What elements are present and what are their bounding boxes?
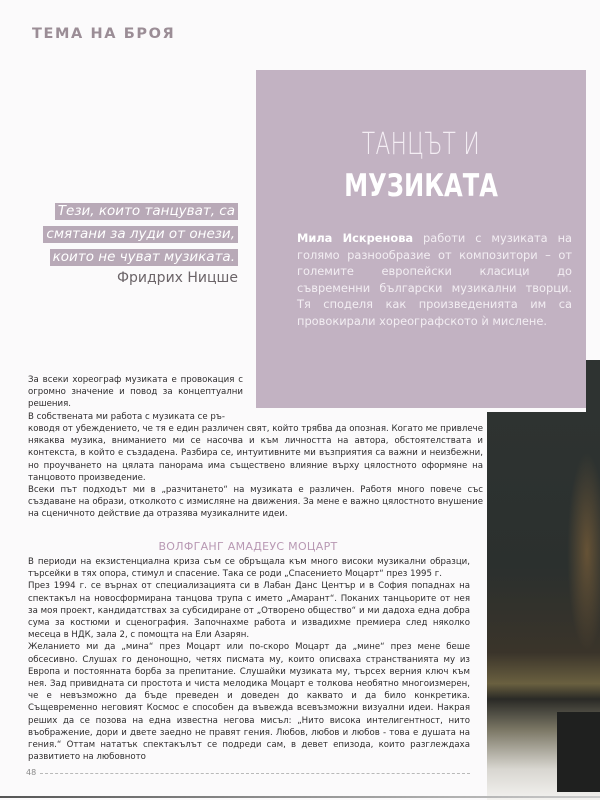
pull-quote <box>20 200 238 286</box>
photo-light-glow <box>567 452 600 652</box>
stage-photo <box>487 412 600 800</box>
photo-stage-object <box>557 712 600 792</box>
footer-rule <box>40 773 470 774</box>
photo-edge <box>586 360 600 412</box>
paragraph: През 1994 г. се върнах от специализацията си в Лабан Данс Център и в София попаднах на спектакъл на новосформирана танцова трупа с името „Амарант“. Поканих танцьорите от нея за моя проект, кандидатствах за субсидиране от „Отворено общество“ и ми дадоха една добра сума за костюми и сценография. Започнахме работа и извадихме премиера след няколко месеца в НДК, зала 2, с помощта на Ели Азарян. <box>28 581 470 641</box>
quote-line: Тези, които танцуват, са <box>55 203 238 220</box>
quote-author: Фридрих Ницше <box>116 270 238 286</box>
page-edge-shadow <box>0 796 600 798</box>
paragraph: В собствената ми работа с музиката се ръ- <box>28 411 225 422</box>
article-title-line1: ТАНЦЪТ И <box>361 127 481 162</box>
quote-line: смятани за луди от онези, <box>43 226 238 243</box>
paragraph: Всеки път подходът ми в „разчитането“ на музиката е различен. Работя много повече със създаване на образи, отколкото с измисляне на движения. За мене е важно цялостното внушение на сценичното действие да отразява музикалните идеи. <box>28 485 483 520</box>
body-mozart <box>28 556 470 763</box>
body-intro-wide <box>28 423 483 521</box>
article-title-line2: МУЗИКАТА <box>344 168 498 204</box>
body-intro-narrow <box>28 374 243 423</box>
page-number: 48 <box>26 768 37 777</box>
paragraph: Желанието ми да „мина“ през Моцарт или по-скоро Моцарт да „мине“ през мене беше обсесивно. Слушах го денонощно, четях писмата му, които описваха странстванията му из Европа и постоянната борба за препитание. Слушайки музиката му, търсех верния ключ към нея. Зад привидната си простота и чиста мелодика Моцарт е толкова необятно многоизмерен, че е невъзможно да бъде преведен и доведен до каквато и да било конкретика. Същевременно неговият Космос е способен да въвежда всевъзможни визуални идеи. Накрая реших да се позова на една известна негова мисъл: „Нито висока интелигентност, нито въображение, дори и двете заедно не правят гения. Любов, любов и любов - това е душата на гения.“ Оттам нататък спектакълът се подреди сам, в девет епизода, които разглеждаха развитието на любовното <box>28 642 470 763</box>
subheading: ВОЛФГАНГ АМАДЕУС МОЦАРТ <box>158 540 338 553</box>
lead-text: работи с музиката на голямо разнообразие от композитори – от големите европейски класици до съвременни български музикални творци. Тя споделя как произведенията им са провокирали хореографското ѝ мислене. <box>297 231 573 328</box>
section-label: ТЕМА НА БРОЯ <box>32 26 176 42</box>
article-lead <box>297 230 572 330</box>
paragraph: За всеки хореограф музиката е провокация с огромно значение и повод за концептуални решения. <box>28 375 243 410</box>
lead-author: Мила Искренова <box>297 231 414 245</box>
paragraph: ководя от убеждението, че тя е един различен свят, който трябва да опозная. Когато ме привлече някаква музика, вниманието ми се насочва и към личността на автора, обстоятелствата и контекста, в който е създадена. Разбира се, интуитивните ми възприятия са важни и неизбежни, но проучването на цялата панорама има съществено влияние върху цялостното оформяне на танцовото произведение. <box>28 424 483 483</box>
quote-line: които не чуват музиката. <box>50 249 238 266</box>
paragraph: В периоди на екзистенциална криза съм се обръщала към много високи музикални образци, търсейки в тях опора, стимул и спасение. Така се роди „Спасението Моцарт“ през 1995 г. <box>28 557 470 580</box>
